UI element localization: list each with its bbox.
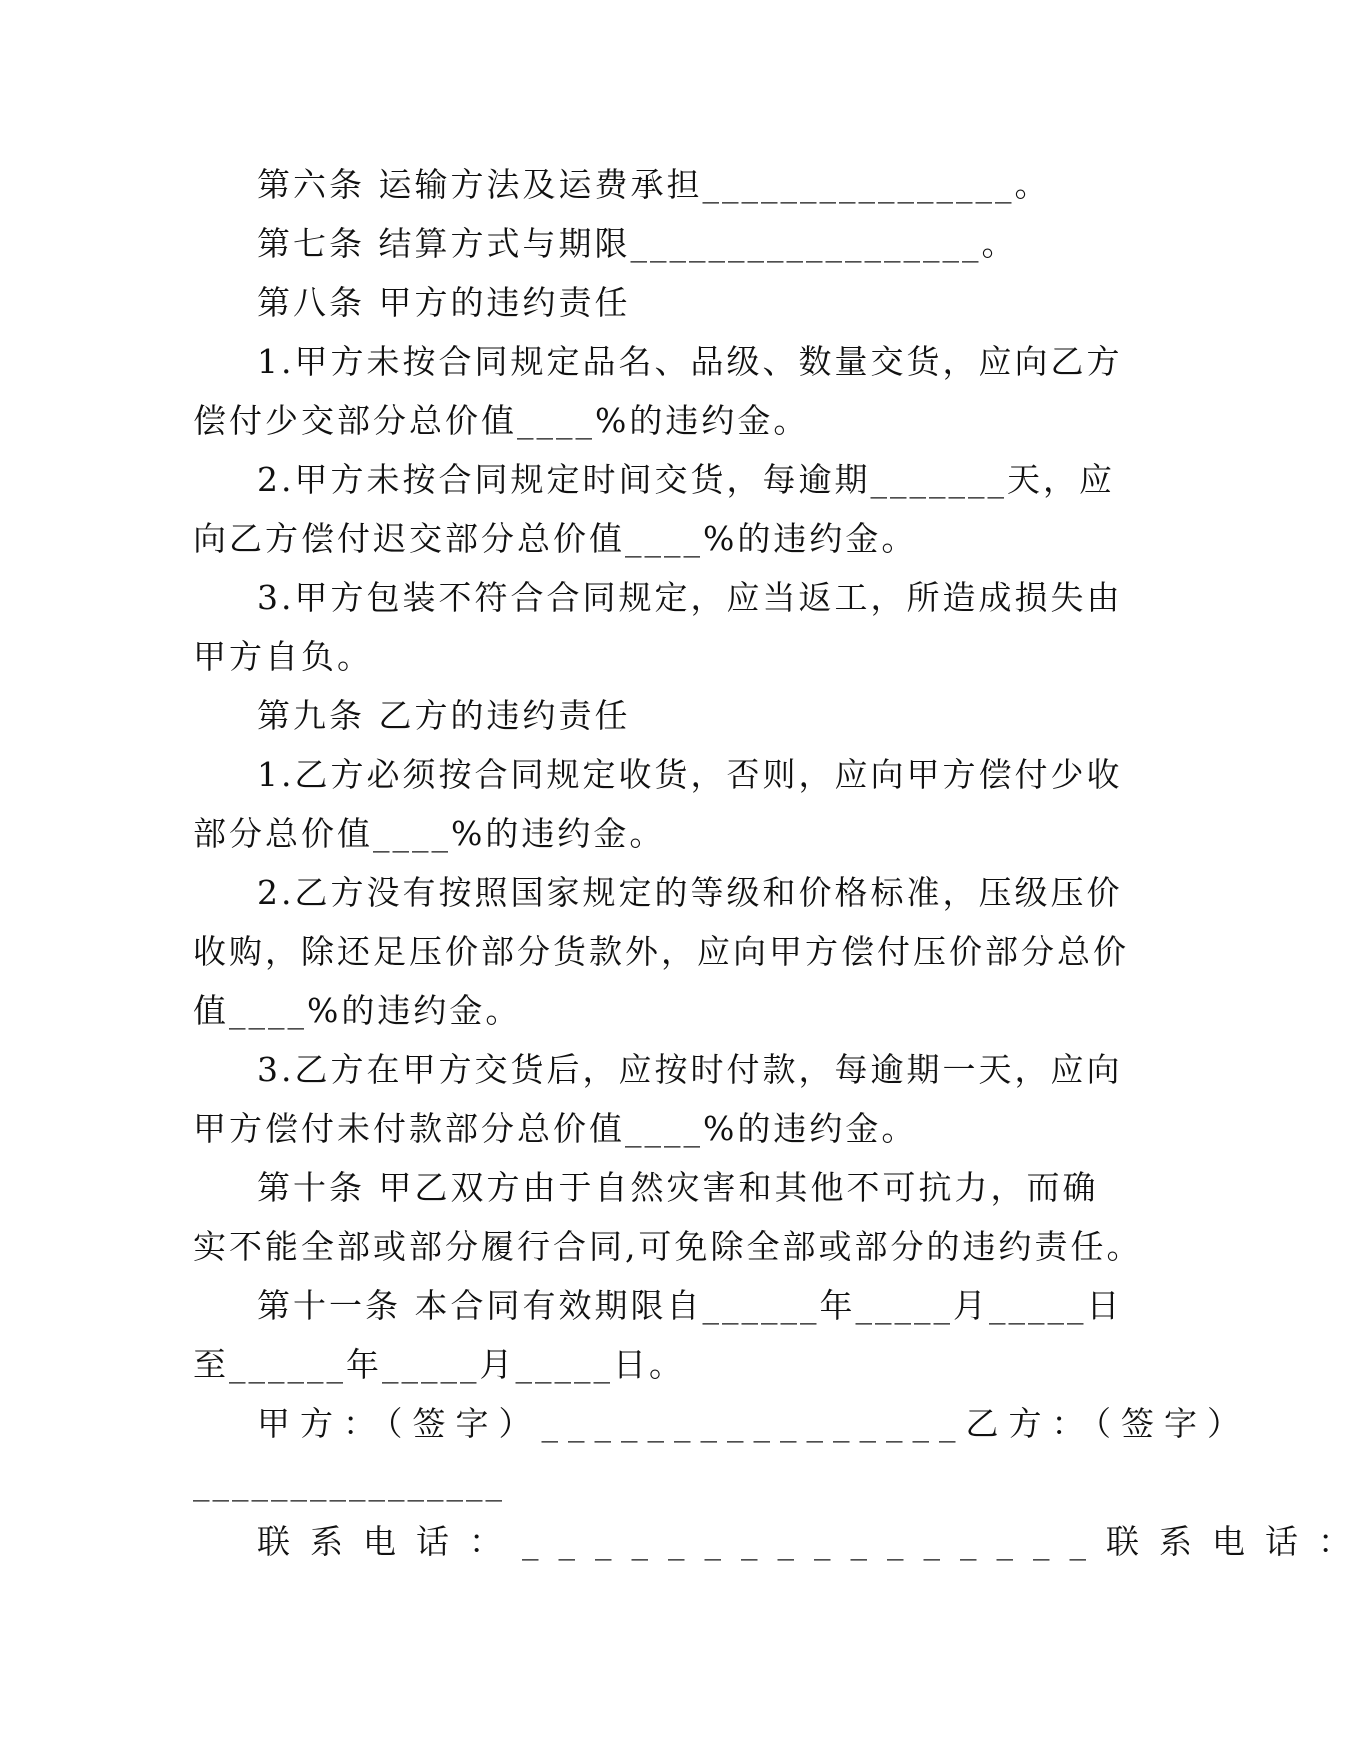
article-6-line: 第六条 运输方法及运费承担________________。	[257, 165, 1051, 204]
article-9-item-2-line-2: 收购，除还足压价部分货款外，应向甲方偿付压价部分总价	[193, 932, 1129, 971]
article-10-line-2: 实不能全部或部分履行合同,可免除全部或部分的违约责任。	[193, 1227, 1143, 1266]
article-8-item-3-line-2: 甲方自负。	[193, 637, 373, 676]
article-8-item-2-line-2: 向乙方偿付迟交部分总价值____%的违约金。	[193, 519, 918, 558]
article-10-line-1: 第十条 甲乙双方由于自然灾害和其他不可抗力，而确	[257, 1168, 1099, 1207]
article-9-item-1-line-1: 1.乙方必须按合同规定收货，否则，应向甲方偿付少收	[257, 755, 1123, 794]
article-8-item-2-line-1: 2.甲方未按合同规定时间交货，每逾期_______天，应	[257, 460, 1115, 499]
article-9-item-3-line-2: 甲方偿付未付款部分总价值____%的违约金。	[193, 1109, 918, 1148]
signature-line: 甲方：（签字）________________乙方：（签字）	[257, 1404, 1250, 1443]
article-8-item-1-line-1: 1.甲方未按合同规定品名、品级、数量交货，应向乙方	[257, 342, 1123, 381]
article-8-item-1-line-2: 偿付少交部分总价值____%的违约金。	[193, 401, 810, 440]
article-9-item-2-line-1: 2.乙方没有按照国家规定的等级和价格标准，压级压价	[257, 873, 1123, 912]
article-9-heading: 第九条 乙方的违约责任	[257, 696, 631, 735]
article-9-item-2-line-3: 值____%的违约金。	[193, 991, 522, 1030]
article-9-item-3-line-1: 3.乙方在甲方交货后，应按时付款，每逾期一天，应向	[257, 1050, 1123, 1089]
article-11-line-1: 第十一条 本合同有效期限自______年_____月_____日	[257, 1286, 1123, 1325]
article-9-item-1-line-2: 部分总价值____%的违约金。	[193, 814, 666, 853]
signature-blank: ________________	[193, 1463, 505, 1502]
contact-phone-line: 联系电话：________________联系电话：	[257, 1522, 1371, 1561]
article-8-heading: 第八条 甲方的违约责任	[257, 283, 631, 322]
article-11-line-2: 至______年_____月_____日。	[193, 1345, 685, 1384]
article-7-line: 第七条 结算方式与期限__________________。	[257, 224, 1018, 263]
article-8-item-3-line-1: 3.甲方包装不符合合同规定，应当返工，所造成损失由	[257, 578, 1123, 617]
